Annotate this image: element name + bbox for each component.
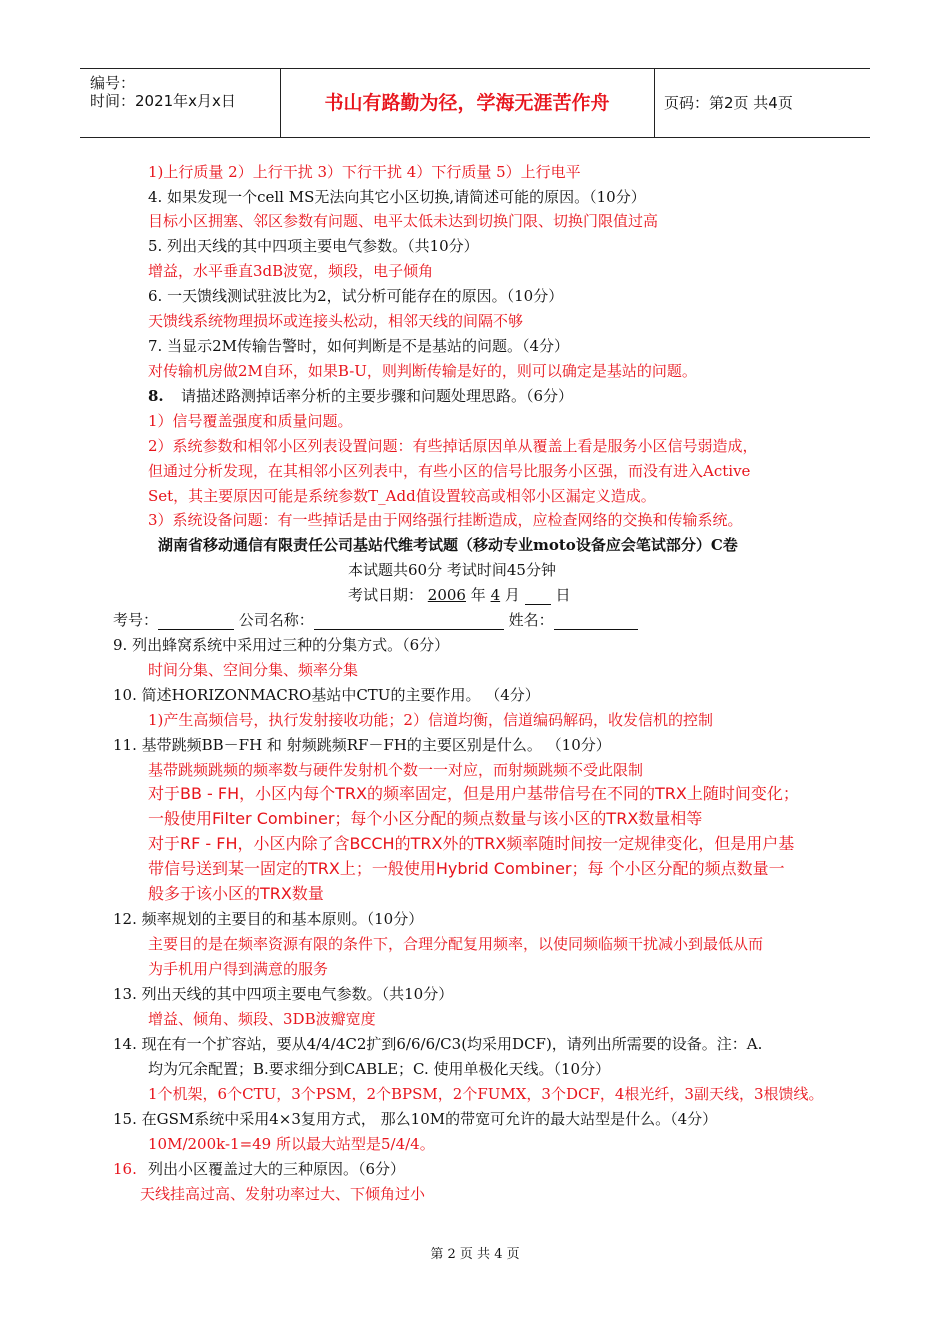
- answer-8-line: 但通过分析发现，在其相邻小区列表中，有些小区的信号比服务小区强，而没有进入Active: [148, 462, 751, 480]
- exam-date-day-unit: 日: [555, 586, 571, 604]
- question-8-number: 8.: [148, 387, 164, 405]
- candidate-id-blank[interactable]: [158, 611, 234, 630]
- page-header: [80, 68, 870, 138]
- answer-14: 1个机架，6个CTU，3个PSM，2个BPSM，2个FUMX，3个DCF，4根光纤，3副天线，3根馈线。: [148, 1085, 824, 1103]
- answer-11: 基带跳频跳频的频率数与硬件发射机个数一一对应，而射频跳频不受此限制: [148, 761, 644, 779]
- question-11: 11. 基带跳频BB－FH 和 射频跳频RF－FH的主要区别是什么。 （10分）: [113, 736, 611, 754]
- answer-12-line: 为手机用户得到满意的服务: [148, 960, 329, 978]
- number-label: 编号：: [90, 74, 136, 92]
- answer-11-line: 对于RF - FH，小区内除了含BCCH的TRX外的TRX频率随时间按一定规律变化，但是用户基: [148, 834, 795, 853]
- question-5: 5. 列出天线的其中四项主要电气参数。（共10分）: [148, 237, 479, 255]
- answer-10: 1)产生高频信号，执行发射接收功能；2）信道均衡，信道编码解码，收发信机的控制: [148, 711, 713, 729]
- question-10: 10. 简述HORIZONMACRO基站中CTU的主要作用。 （4分）: [113, 686, 540, 704]
- header-motto: 书山有路勤为径，学海无涯苦作舟: [324, 92, 610, 114]
- exam-date-label: 考试日期：: [348, 586, 424, 604]
- answer-8-line: 1）信号覆盖强度和质量问题。: [148, 412, 353, 430]
- exam-date-year-unit: 年: [470, 586, 486, 604]
- candidate-info: [113, 610, 638, 630]
- question-6: 6. 一天馈线测试驻波比为2，试分析可能存在的原因。（10分）: [148, 287, 564, 305]
- answer-4: 目标小区拥塞、邻区参数有问题、电平太低未达到切换门限、切换门限值过高: [148, 212, 659, 230]
- time-label: 时间：2021年x月x日: [90, 92, 236, 110]
- question-7: 7. 当显示2M传输告警时，如何判断是不是基站的问题。（4分）: [148, 337, 570, 355]
- page-indicator: 页码：第2页 共4页: [664, 94, 793, 112]
- question-14-line: 均为冗余配置；B.要求细分到CABLE；C. 使用单极化天线。（10分）: [148, 1060, 611, 1078]
- answer-9: 时间分集、空间分集、频率分集: [148, 661, 359, 679]
- exam-title: 湖南省移动通信有限责任公司基站代维考试题（移动专业moto设备应会笔试部分）C卷: [158, 536, 738, 554]
- question-4: 4. 如果发现一个cell MS无法向其它小区切换,请简述可能的原因。（10分）: [148, 188, 646, 206]
- company-blank[interactable]: [314, 611, 504, 630]
- header-meta-cell: [80, 69, 280, 137]
- question-16: 列出小区覆盖过大的三种原因。（6分）: [148, 1160, 406, 1178]
- header-divider: [654, 69, 655, 137]
- question-13: 13. 列出天线的其中四项主要电气参数。（共10分）: [113, 985, 454, 1003]
- exam-date-year: 2006: [427, 586, 466, 604]
- question-14: 14. 现在有一个扩容站，要从4/4/4C2扩到6/6/6/C3(均采用DCF)，请列出所需要的设备。注：A.: [113, 1035, 763, 1053]
- question-16-number: 16.: [113, 1160, 137, 1178]
- answer-5: 增益，水平垂直3dB波宽，频段，电子倾角: [148, 262, 434, 280]
- answer-line: 1)上行质量 2）上行干扰 3）下行干扰 4）下行质量 5）上行电平: [148, 163, 581, 181]
- question-15: 15. 在GSM系统中采用4×3复用方式， 那么10M的带宽可允许的最大站型是什么。（4分）: [113, 1110, 718, 1128]
- answer-6: 天馈线系统物理损坏或连接头松动，相邻天线的间隔不够: [148, 312, 524, 330]
- answer-8-line: Set，其主要原因可能是系统参数T_Add值设置较高或相邻小区漏定义造成。: [148, 487, 656, 505]
- answer-7: 对传输机房做2M自环，如果B-U，则判断传输是好的，则可以确定是基站的问题。: [148, 362, 697, 380]
- answer-8-line: 3）系统设备问题：有一些掉话是由于网络强行挂断造成，应检查网络的交换和传输系统。: [148, 511, 743, 529]
- answer-13: 增益、倾角、频段、3DB波瓣宽度: [148, 1010, 376, 1028]
- exam-date-day-blank[interactable]: [525, 586, 551, 605]
- answer-8-line: 2）系统参数和相邻小区列表设置问题：有些掉话原因单从覆盖上看是服务小区信号弱造成，: [148, 437, 758, 455]
- name-blank[interactable]: [554, 611, 638, 630]
- company-label: 公司名称：: [238, 611, 314, 629]
- answer-11-line: 般多于该小区的TRX数量: [148, 884, 324, 903]
- exam-date-month: 4: [490, 586, 501, 604]
- answer-11-line: 一般使用Filter Combiner；每个小区分配的频点数量与该小区的TRX数量相等: [148, 809, 703, 828]
- name-label: 姓名：: [508, 611, 554, 629]
- exam-date: [348, 585, 570, 605]
- question-8: 请描述路测掉话率分析的主要步骤和问题处理思路。（6分）: [181, 387, 574, 405]
- page-footer: 第 2 页 共 4 页: [430, 1247, 520, 1262]
- answer-16: 天线挂高过高、发射功率过大、下倾角过小: [140, 1185, 426, 1203]
- answer-15: 10M/200k-1=49 所以最大站型是5/4/4。: [148, 1135, 435, 1153]
- answer-11-line: 带信号送到某一固定的TRX上；一般使用Hybrid Combiner；每 个小区分配的频点数量一: [148, 859, 785, 878]
- answer-11-line: 对于BB - FH，小区内每个TRX的频率固定，但是用户基带信号在不同的TRX上随时间变化；: [148, 784, 799, 803]
- exam-date-month-unit: 月: [504, 586, 520, 604]
- exam-info: 本试题共60分 考试时间45分钟: [348, 561, 556, 579]
- question-12: 12. 频率规划的主要目的和基本原则。（10分）: [113, 910, 424, 928]
- answer-12: 主要目的是在频率资源有限的条件下，合理分配复用频率，以使同频临频干扰减小到最低从而: [148, 935, 764, 953]
- candidate-id-label: 考号：: [113, 611, 159, 629]
- question-9: 9. 列出蜂窝系统中采用过三种的分集方式。（6分）: [113, 636, 450, 654]
